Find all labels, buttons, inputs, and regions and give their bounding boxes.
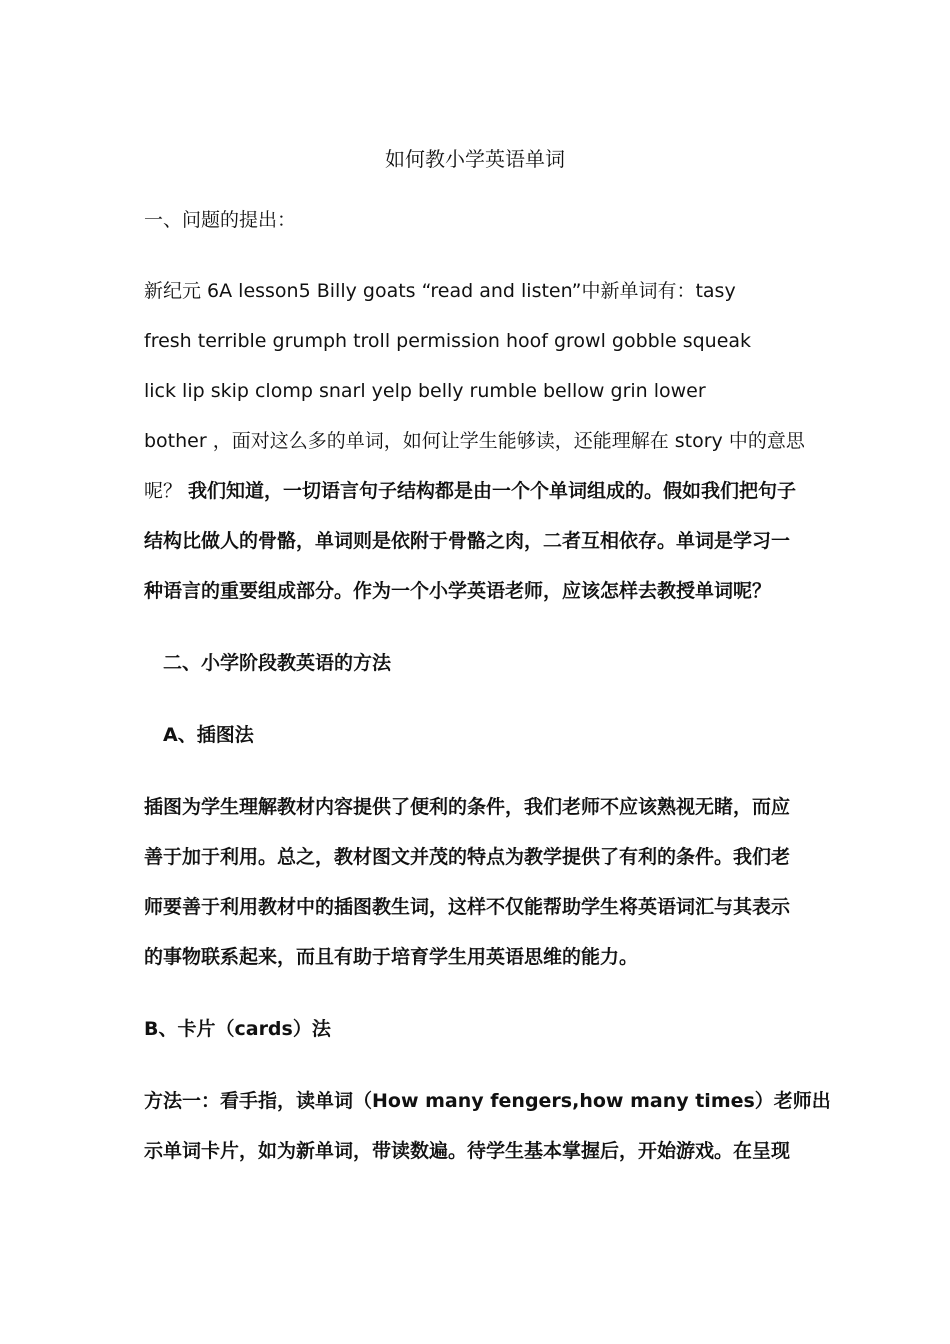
paragraph-line-mixed xyxy=(144,476,796,506)
paragraph-bold-line: 种语言的重要组成部分。作为一个小学英语老师，应该怎样去教授单词呢？ xyxy=(144,580,772,602)
paragraph-bold-line: 善于加于利用。总之，教材图文并茂的特点为教学提供了有利的条件。我们老 xyxy=(144,846,791,868)
paragraph-line: fresh terrible grumph troll permission hoof growl gobble squeak xyxy=(144,330,752,352)
paragraph-bold-line: 的事物联系起来，而且有助于培育学生用英语思维的能力。 xyxy=(144,946,639,968)
paragraph-bold-line: 示单词卡片，如为新单词，带读数遍。待学生基本掌握后，开始游戏。在呈现 xyxy=(144,1140,791,1162)
paragraph-bold-line: 插图为学生理解教材内容提供了便利的条件，我们老师不应该熟视无睹，而应 xyxy=(144,796,791,818)
paragraph-bold-text: 我们知道，一切语言句子结构都是由一个个单词组成的。假如我们把句子 xyxy=(188,480,797,502)
paragraph-line: 新纪元 6A lesson5 Billy goats “read and listen”中新单词有：tasy xyxy=(144,280,736,302)
document-title: 如何教小学英语单词 xyxy=(385,147,565,171)
paragraph-line: bother ，面对这么多的单词，如何让学生能够读，还能理解在 story 中的意思 xyxy=(144,430,805,452)
paragraph-bold-line: 结构比做人的骨骼，单词则是依附于骨骼之肉，二者互相依存。单词是学习一 xyxy=(144,530,791,552)
subsection-heading-cards: B、卡片（cards）法 xyxy=(144,1018,331,1040)
section-heading-methods: 二、小学阶段教英语的方法 xyxy=(163,652,392,674)
section-heading-problem: 一、问题的提出： xyxy=(144,209,297,231)
paragraph-text: 呢？ xyxy=(144,480,189,502)
subsection-heading-illustration: A、插图法 xyxy=(163,724,254,746)
paragraph-bold-line: 师要善于利用教材中的插图教生词，这样不仅能帮助学生将英语词汇与其表示 xyxy=(144,896,791,918)
paragraph-line: lick lip skip clomp snarl yelp belly rumble bellow grin lower xyxy=(144,380,706,402)
paragraph-bold-line: 方法一：看手指，读单词（How many fengers,how many times）老师出 xyxy=(144,1090,831,1112)
